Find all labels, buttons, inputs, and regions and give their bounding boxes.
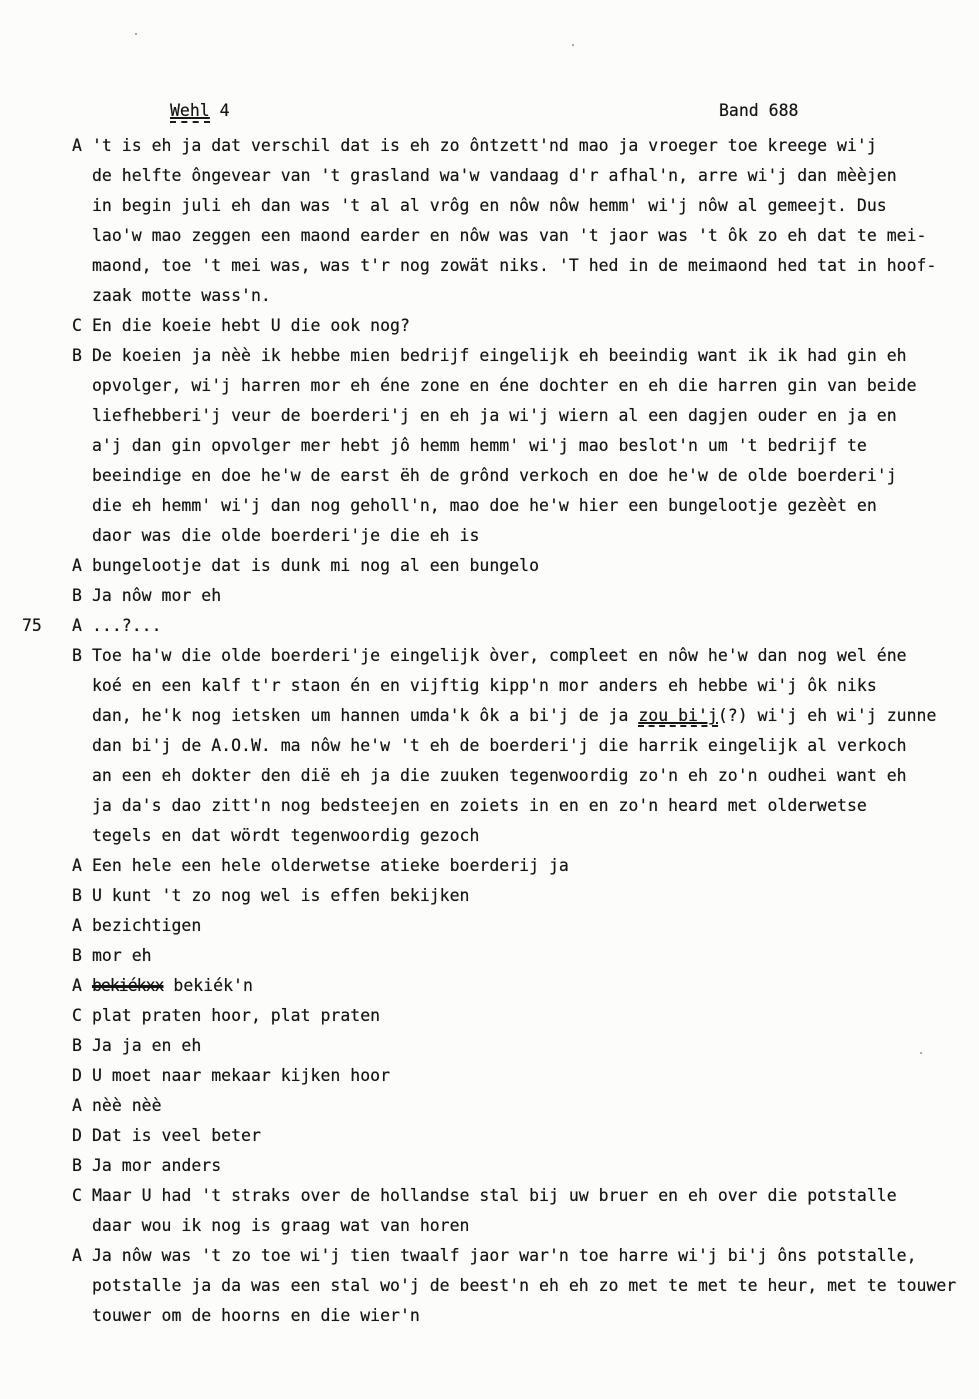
- text-segment: touwer om de hoorns en die wier'n: [92, 1306, 420, 1325]
- speaker-label: A: [72, 556, 82, 575]
- line-text: [92, 1066, 390, 1085]
- line-text: [92, 496, 877, 515]
- text-segment: de helfte ôngevear van 't grasland wa'w vandaag d'r afhal'n, arre wi'j dan mèèjen: [92, 166, 897, 185]
- line-text: [92, 1126, 261, 1145]
- transcript-line: [0, 1121, 979, 1151]
- line-text: [92, 406, 897, 425]
- speaker-label: B: [72, 1036, 82, 1055]
- text-segment: daar wou ik nog is graag wat van horen: [92, 1216, 470, 1235]
- line-text: [92, 346, 907, 365]
- transcript-line: [0, 431, 979, 461]
- line-text: [92, 526, 479, 545]
- text-segment: U moet naar mekaar kijken hoor: [92, 1066, 391, 1085]
- line-text: [92, 736, 907, 755]
- text-segment: in begin juli eh dan was 't al al vrôg en nôw nôw hemm' wi'j nôw al gemeejt. Dus: [92, 196, 887, 215]
- speaker-label: B: [72, 346, 82, 365]
- text-segment: daor was die olde boerderi'je die eh is: [92, 526, 480, 545]
- line-text: [92, 916, 201, 935]
- transcript-line: [0, 161, 979, 191]
- transcript-line: [0, 1001, 979, 1031]
- transcript-line: [0, 791, 979, 821]
- text-segment: (?) wi'j eh wi'j zunne: [717, 706, 937, 725]
- speaker-label: B: [72, 646, 82, 665]
- text-segment: potstalle ja da was een stal wo'j de beest'n eh eh zo met te met te heur, met te touwer: [92, 1276, 957, 1295]
- text-segment: U kunt 't zo nog wel is effen bekijken: [92, 886, 470, 905]
- text-segment: mor eh: [92, 946, 152, 965]
- text-segment: tegels en dat wördt tegenwoordig gezoch: [92, 826, 480, 845]
- line-text: [92, 796, 867, 815]
- text-segment: Een hele een hele olderwetse atieke boerderij ja: [92, 856, 569, 875]
- line-text: [92, 1186, 897, 1205]
- line-text: [92, 1156, 221, 1175]
- text-segment: nèè nèè: [92, 1096, 162, 1115]
- line-text: [92, 976, 253, 995]
- transcript-line: [0, 341, 979, 371]
- transcript-body: [0, 131, 979, 1331]
- transcript-line: [0, 911, 979, 941]
- line-text: [92, 1006, 380, 1025]
- text-segment: Ja mor anders: [92, 1156, 222, 1175]
- text-segment: bungelootje dat is dunk mi nog al een bungelo: [92, 556, 540, 575]
- transcript-line: [0, 221, 979, 251]
- speaker-label: A: [72, 616, 82, 635]
- text-segment: lao'w mao zeggen een maond earder en nôw was van 't jaor was 't ôk zo eh dat te mei-: [92, 226, 927, 245]
- text-segment: ja da's dao zitt'n nog bedsteejen en zoiets in en en zo'n heard met olderwetse: [92, 796, 867, 815]
- text-segment: liefhebberi'j veur de boerderi'j en eh ja wi'j wiern al een dagjen ouder en ja en: [92, 406, 897, 425]
- line-text: [92, 766, 907, 785]
- header-left-title: [170, 96, 230, 126]
- transcript-line: [0, 1211, 979, 1241]
- line-text: [92, 1246, 917, 1265]
- transcript-line: [0, 641, 979, 671]
- line-text: [92, 286, 271, 305]
- text-segment: dan, he'k nog ietsken um hannen umda'k ôk a bi'j de ja: [92, 706, 639, 725]
- line-text: [92, 226, 926, 245]
- text-segment: Ja nôw was 't zo toe wi'j tien twaalf jaor war'n toe harre wi'j bi'j ôns potstalle,: [92, 1246, 917, 1265]
- speaker-label: B: [72, 586, 82, 605]
- speaker-label: B: [72, 886, 82, 905]
- transcript-line: [0, 851, 979, 881]
- text-segment: zaak motte wass'n.: [92, 286, 271, 305]
- speaker-label: C: [72, 1186, 82, 1205]
- line-text: [92, 196, 887, 215]
- speaker-label: D: [72, 1126, 82, 1145]
- line-text: [92, 886, 470, 905]
- text-segment: koé en een kalf t'r staon én en vijftig kipp'n mor anders eh hebbe wi'j ôk niks: [92, 676, 877, 695]
- speaker-label: A: [72, 1096, 82, 1115]
- text-segment: 't is eh ja dat verschil dat is eh zo ôntzett'nd mao ja vroeger toe kreege wi'j: [92, 136, 877, 155]
- text-segment: dan bi'j de A.O.W. ma nôw he'w 't eh de boerderi'j die harrik eingelijk al verkoch: [92, 736, 907, 755]
- transcript-line: [0, 701, 979, 731]
- text-segment: ...?...: [92, 616, 162, 635]
- line-text: [92, 1036, 201, 1055]
- scan-noise: [135, 33, 137, 35]
- page-number: 4: [209, 101, 230, 120]
- speaker-label: A: [72, 136, 82, 155]
- scan-noise: [572, 44, 574, 46]
- transcript-line: [0, 1031, 979, 1061]
- text-segment: Dat is veel beter: [92, 1126, 261, 1145]
- line-text: [92, 256, 936, 275]
- line-text: [92, 136, 877, 155]
- line-text: [92, 466, 897, 485]
- margin-line-number: 75: [22, 616, 42, 635]
- line-text: [92, 616, 162, 635]
- transcript-line: [0, 971, 979, 1001]
- transcript-line: [0, 461, 979, 491]
- line-text: [92, 1096, 162, 1115]
- transcript-line: [0, 881, 979, 911]
- text-segment: Toe ha'w die olde boerderi'je eingelijk òver, compleet en nôw he'w dan nog wel éne: [92, 646, 907, 665]
- line-text: [92, 586, 221, 605]
- transcript-line: [0, 611, 979, 641]
- text-segment: die eh hemm' wi'j dan nog geholl'n, mao doe he'w hier een bungelootje gezèèt en: [92, 496, 877, 515]
- speaker-label: B: [72, 1156, 82, 1175]
- line-text: [92, 646, 907, 665]
- page-header: [0, 96, 979, 126]
- line-text: [92, 376, 917, 395]
- line-text: [92, 856, 569, 875]
- transcript-line: [0, 731, 979, 761]
- transcript-line: [0, 1061, 979, 1091]
- transcript-line: [0, 311, 979, 341]
- transcript-line: [0, 761, 979, 791]
- transcript-line: [0, 1091, 979, 1121]
- speaker-label: C: [72, 316, 82, 335]
- text-segment: Maar U had 't straks over de hollandse stal bij uw bruer en eh over die potstalle: [92, 1186, 897, 1205]
- transcript-line: [0, 941, 979, 971]
- text-segment: bekiék'n: [163, 976, 253, 995]
- header-band-number: Band 688: [719, 101, 799, 120]
- line-text: [92, 1216, 470, 1235]
- text-segment: Ja nôw mor eh: [92, 586, 222, 605]
- speaker-label: B: [72, 946, 82, 965]
- location-title: Wehl: [170, 101, 210, 123]
- speaker-label: D: [72, 1066, 82, 1085]
- line-text: [92, 166, 897, 185]
- text-segment: plat praten hoor, plat praten: [92, 1006, 381, 1025]
- text-segment: De koeien ja nèè ik hebbe mien bedrijf eingelijk eh beeindig want ik ik had gin eh: [92, 346, 907, 365]
- transcript-line: [0, 551, 979, 581]
- line-text: [92, 706, 936, 727]
- transcript-line: [0, 401, 979, 431]
- transcript-line: [0, 371, 979, 401]
- transcript-line: [0, 821, 979, 851]
- scan-noise: [920, 1052, 922, 1054]
- underlined-phrase: zou bi'j: [638, 706, 718, 725]
- text-segment: Ja ja en eh: [92, 1036, 202, 1055]
- transcript-line: [0, 1271, 979, 1301]
- line-text: [92, 1306, 420, 1325]
- speaker-label: A: [72, 976, 82, 995]
- line-text: [92, 1276, 956, 1295]
- line-text: [92, 436, 867, 455]
- text-segment: opvolger, wi'j harren mor eh éne zone en éne dochter en eh die harren gin van beide: [92, 376, 917, 395]
- text-segment: bezichtigen: [92, 916, 202, 935]
- transcript-line: [0, 671, 979, 701]
- transcript-line: [0, 191, 979, 221]
- transcript-line: [0, 581, 979, 611]
- line-text: [92, 316, 410, 335]
- speaker-label: A: [72, 856, 82, 875]
- transcript-line: [0, 1241, 979, 1271]
- line-text: [92, 676, 877, 695]
- line-text: [92, 826, 479, 845]
- transcript-line: [0, 1301, 979, 1331]
- transcript-line: [0, 491, 979, 521]
- speaker-label: A: [72, 1246, 82, 1265]
- transcript-line: [0, 1151, 979, 1181]
- text-segment: an een eh dokter den dië eh ja die zuuken tegenwoordig zo'n eh zo'n oudhei want eh: [92, 766, 907, 785]
- transcript-line: [0, 521, 979, 551]
- line-text: [92, 946, 152, 965]
- text-segment: beeindige en doe he'w de earst ëh de grônd verkoch en doe he'w de olde boerderi'j: [92, 466, 897, 485]
- transcript-line: [0, 251, 979, 281]
- line-text: [92, 556, 539, 575]
- struck-word: bekiékxx: [92, 976, 164, 995]
- text-segment: a'j dan gin opvolger mer hebt jô hemm hemm' wi'j mao beslot'n um 't bedrijf te: [92, 436, 867, 455]
- speaker-label: A: [72, 916, 82, 935]
- transcript-line: [0, 1181, 979, 1211]
- text-segment: En die koeie hebt U die ook nog?: [92, 316, 410, 335]
- text-segment: maond, toe 't mei was, was t'r nog zowät niks. 'T hed in de meimaond hed tat in hoof-: [92, 256, 937, 275]
- transcript-line: [0, 281, 979, 311]
- transcript-line: [0, 131, 979, 161]
- speaker-label: C: [72, 1006, 82, 1025]
